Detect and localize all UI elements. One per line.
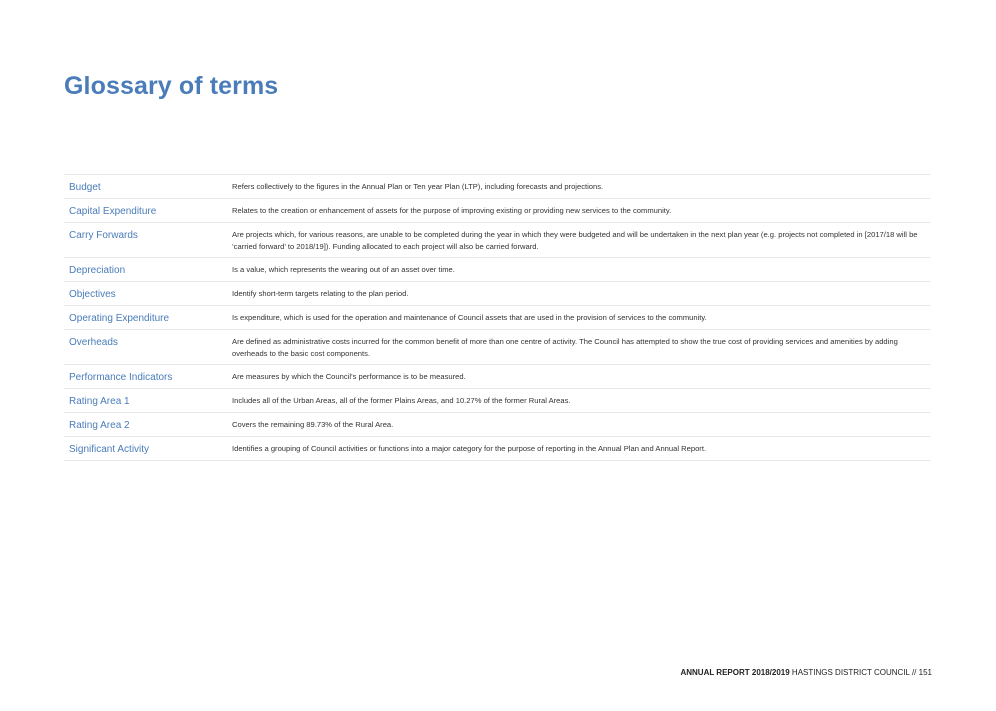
glossary-definition: Is expenditure, which is used for the operation and maintenance of Council assets that are used in the provision of services to the community. bbox=[232, 313, 707, 322]
glossary-term: Capital Expenditure bbox=[69, 206, 157, 217]
glossary-term: Rating Area 2 bbox=[69, 420, 130, 431]
glossary-row bbox=[64, 437, 930, 461]
glossary-row bbox=[64, 258, 930, 282]
glossary-term: Depreciation bbox=[69, 265, 126, 276]
footer-page-number: 151 bbox=[918, 668, 932, 677]
glossary-row bbox=[64, 306, 930, 330]
glossary-term: Performance Indicators bbox=[69, 372, 173, 383]
glossary-term: Operating Expenditure bbox=[69, 313, 170, 324]
page-title: Glossary of terms bbox=[64, 72, 279, 100]
glossary-term: Budget bbox=[69, 182, 101, 193]
glossary-row bbox=[64, 365, 930, 389]
glossary-term: Significant Activity bbox=[69, 444, 150, 455]
glossary-row bbox=[64, 223, 930, 258]
glossary-definition: Includes all of the Urban Areas, all of the former Plains Areas, and 10.27% of the former Rural Areas. bbox=[232, 396, 571, 405]
footer-report-title: ANNUAL REPORT 2018/2019 bbox=[680, 668, 790, 677]
glossary-term: Rating Area 1 bbox=[69, 396, 130, 407]
glossary-definition: Identifies a grouping of Council activities or functions into a major category for the purpose of reporting in the Annual Plan and Annual Report. bbox=[232, 444, 707, 453]
glossary-row bbox=[64, 389, 930, 413]
glossary-definition: Are projects which, for various reasons, are unable to be completed during the year in which they were budgeted and will be undertaken in the next plan year (e.g. projects not completed in [2017/18 will be ‘carried forward’ to 2018/19]). Funding allocated to each project will also be carried forward. bbox=[232, 230, 918, 251]
glossary-row bbox=[64, 282, 930, 306]
glossary-definition: Refers collectively to the figures in the Annual Plan or Ten year Plan (LTP), including forecasts and projections. bbox=[232, 182, 604, 191]
footer-separator: // bbox=[911, 668, 917, 677]
glossary-definition: Are defined as administrative costs incurred for the common benefit of more than one centre of activity. The Council has attempted to show the true cost of providing services and amenities by adding overheads to the basic cost components. bbox=[232, 337, 898, 358]
glossary-row bbox=[64, 175, 930, 199]
page-footer bbox=[680, 668, 932, 677]
glossary-term: Overheads bbox=[69, 337, 118, 348]
glossary-table bbox=[64, 174, 930, 461]
glossary-definition: Identify short-term targets relating to the plan period. bbox=[232, 289, 409, 298]
footer-council-name: HASTINGS DISTRICT COUNCIL bbox=[791, 668, 910, 677]
glossary-row bbox=[64, 413, 930, 437]
glossary-term: Carry Forwards bbox=[69, 230, 138, 241]
glossary-definition: Is a value, which represents the wearing out of an asset over time. bbox=[232, 265, 455, 274]
glossary-definition: Covers the remaining 89.73% of the Rural Area. bbox=[232, 420, 394, 429]
glossary-term: Objectives bbox=[69, 289, 116, 300]
glossary-definition: Relates to the creation or enhancement of assets for the purpose of improving existing or providing new services to the community. bbox=[232, 206, 672, 215]
glossary-row bbox=[64, 199, 930, 223]
glossary-definition: Are measures by which the Council’s performance is to be measured. bbox=[232, 372, 466, 381]
glossary-row bbox=[64, 330, 930, 365]
